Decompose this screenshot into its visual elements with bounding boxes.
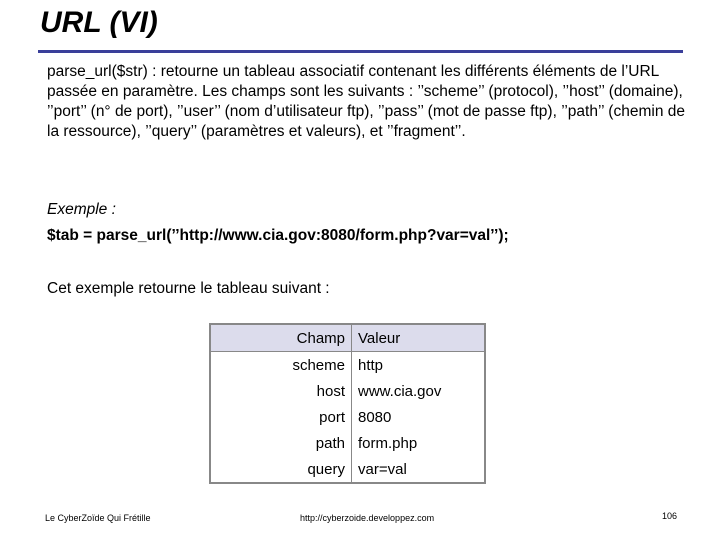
cell-champ: host bbox=[210, 378, 352, 404]
cell-champ: query bbox=[210, 456, 352, 483]
cell-champ: scheme bbox=[210, 352, 352, 379]
table-row bbox=[210, 456, 485, 483]
cell-champ: path bbox=[210, 430, 352, 456]
result-text: Cet exemple retourne le tableau suivant : bbox=[47, 280, 330, 297]
footer-author: Le CyberZoïde Qui Frétille bbox=[45, 513, 151, 523]
description-paragraph: parse_url($str) : retourne un tableau associatif contenant les différents éléments de l’URL passée en paramètre. Les champs sont les suivants : ’’scheme’’ (protocol), ’’host’’ (domaine), ’’port’’ (n° de port), ’’user’’ (nom d’utilisateur ftp), ’’pass’’ (mot de passe ftp), ’’path’’ (chemin de la ressource), ’’query’’ (paramètres et valeurs), et ’’fragment’’. bbox=[47, 63, 685, 140]
table-row bbox=[210, 352, 485, 379]
table-row bbox=[210, 430, 485, 456]
example-label: Exemple : bbox=[47, 201, 116, 218]
header-champ: Champ bbox=[210, 324, 352, 352]
page-number: 106 bbox=[662, 511, 678, 521]
cell-valeur: www.cia.gov bbox=[358, 382, 442, 400]
table-row bbox=[210, 378, 485, 404]
cell-valeur: var=val bbox=[358, 460, 407, 478]
result-table bbox=[209, 323, 486, 484]
table-header-row bbox=[210, 324, 485, 352]
slide-title: URL (VI) bbox=[40, 6, 158, 39]
footer-url[interactable]: http://cyberzoide.developpez.com bbox=[300, 513, 435, 523]
title-divider bbox=[38, 50, 683, 53]
cell-valeur: form.php bbox=[358, 434, 418, 452]
example-code: $tab = parse_url(’’http://www.cia.gov:8080/form.php?var=val’’); bbox=[47, 227, 509, 244]
cell-champ: port bbox=[210, 404, 352, 430]
header-valeur: Valeur bbox=[352, 324, 486, 352]
cell-valeur: 8080 bbox=[358, 408, 392, 426]
cell-valeur: http bbox=[358, 356, 384, 374]
table-row bbox=[210, 404, 485, 430]
